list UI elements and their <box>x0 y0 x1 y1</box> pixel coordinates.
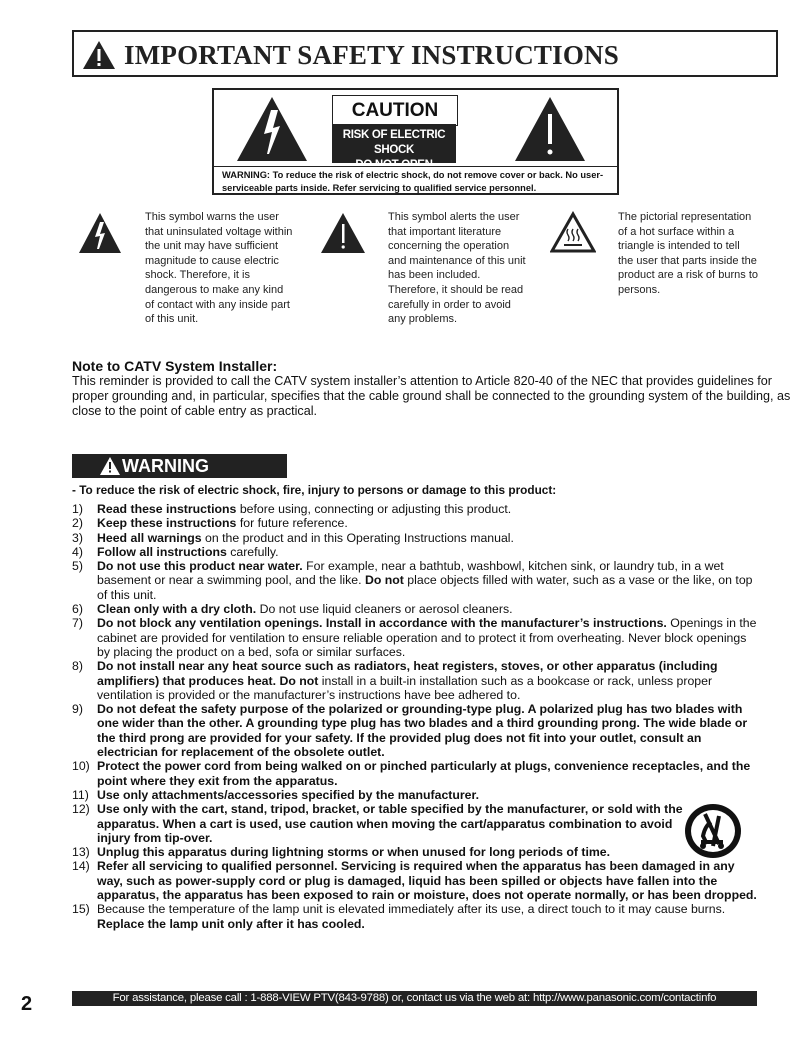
list-item <box>72 602 762 616</box>
list-item <box>72 616 762 659</box>
item-bold-text: Refer all servicing to qualified personnel. Servicing is required when the apparatus has been damaged in any way, such as power-supply cord or plug is damaged, liquid has been spilled or objects have fallen into the apparatus, the apparatus has been exposed to rain or moisture, does not operate normally, or has been dropped. <box>97 859 757 903</box>
item-bold-text: Unplug this apparatus during lightning storms or when unused for long periods of time. <box>97 845 611 860</box>
note-heading: Note to CATV System Installer: <box>72 358 278 374</box>
list-item <box>72 859 762 902</box>
item-number: 13) <box>72 845 90 860</box>
item-bold-text: Do not <box>364 573 404 588</box>
list-item <box>72 702 762 759</box>
list-item <box>72 516 762 530</box>
list-item <box>72 545 762 559</box>
hot-surface-triangle-icon <box>550 211 596 253</box>
item-number: 6) <box>72 602 83 617</box>
page-title: IMPORTANT SAFETY INSTRUCTIONS <box>124 40 619 70</box>
list-item <box>72 659 762 702</box>
item-text: Because the temperature of the lamp unit is elevated immediately after its use, a direct touch to it may cause burns. <box>97 902 726 917</box>
list-item <box>72 802 762 845</box>
warning-intro: - To reduce the risk of electric shock, fire, injury to persons or damage to this product: <box>72 483 557 497</box>
item-bold-text: Do not install near any heat source such as radiators, heat registers, stoves, or other apparatus (including amplifiers) that produces heat. Do not <box>97 659 718 688</box>
item-number: 2) <box>72 516 83 531</box>
item-bold-text: Use only with the cart, stand, tripod, bracket, or table specified by the manufacturer, or sold with the apparatus. When a cart is used, use caution when moving the cart/apparatus combination to avoid injury from tip-over. <box>97 802 683 845</box>
item-number: 14) <box>72 859 90 874</box>
list-item <box>72 502 762 516</box>
exclamation-triangle-icon <box>320 212 366 254</box>
lightning-triangle-icon <box>236 96 308 162</box>
title-banner <box>72 30 778 77</box>
warning-badge <box>72 454 287 478</box>
item-number: 15) <box>72 902 90 917</box>
list-item <box>72 902 762 931</box>
cart-tip-over-icon <box>683 802 743 860</box>
warning-triangle-icon <box>82 40 116 70</box>
item-bold-text: Follow all instructions <box>97 544 227 559</box>
caution-shock-notice <box>332 124 456 171</box>
symbol-description-shock: This symbol warns the user that uninsulated voltage within the unit may have sufficient magnitude to cause electric shock. Therefore, it is dangerous to make any kind of contact with any inside part of this unit. <box>145 211 293 326</box>
item-bold-text: Do not use this product near water. <box>97 559 303 574</box>
item-number: 12) <box>72 802 90 817</box>
item-number: 9) <box>72 702 83 717</box>
item-text: carefully. <box>226 544 279 559</box>
item-bold-text: Read these instructions <box>97 502 237 516</box>
warning-triangle-icon <box>100 457 120 475</box>
item-text: For example, near a bathtub, washbowl, kitchen sink, or laundry tub, in a wet basement or near a swimming pool, and the like. <box>97 559 724 588</box>
item-bold-text: Do not defeat the safety purpose of the polarized or grounding-type plug. A polarized plug has two blades with one wider than the other. A grounding type plug has two blades and a third grounding prong. The wide blade or the third prong are provided for your safety. If the provided plug does not fit into your outlet, consult an electrician for replacement of the obsolete outlet. <box>97 702 748 760</box>
page-number: 2 <box>21 993 33 1015</box>
warning-label: WARNING <box>122 456 209 476</box>
item-text: Openings in the cabinet are provided for ventilation to ensure reliable operation and to protect it from overheating. Never block openings by placing the product on a bed, sofa or similar surfaces. <box>97 616 757 659</box>
list-item <box>72 845 762 859</box>
item-text: before using, connecting or adjusting this product. <box>236 502 512 516</box>
item-text: install in a built-in installation such as a bookcase or rack, unless proper ventilation is provided or the manufacturer’s instructions have bee adhered to. <box>97 673 713 702</box>
item-bold-text: Keep these instructions <box>97 516 237 531</box>
item-bold-text: Replace the lamp unit only after it has cooled. <box>97 916 365 931</box>
item-number: 4) <box>72 544 83 559</box>
list-item <box>72 531 762 545</box>
item-number: 7) <box>72 616 83 631</box>
item-text: for future reference. <box>236 516 348 531</box>
item-bold-text: Protect the power cord from being walked on or pinched particularly at plugs, convenience receptacles, and the point where they exit from the apparatus. <box>97 759 751 788</box>
item-number: 8) <box>72 659 83 674</box>
item-text: on the product and in this Operating Instructions manual. <box>201 530 514 545</box>
caution-warning-text: WARNING: To reduce the risk of electric shock, do not remove cover or back. No user-serviceable parts inside. Refer servicing to qualified service personnel. <box>222 170 604 193</box>
lightning-triangle-icon <box>78 212 122 254</box>
list-item <box>72 759 762 788</box>
symbol-description-hot-surface: The pictorial representation of a hot surface within a triangle is intended to tell the user that parts inside the product are a risk of burns to persons. <box>618 211 759 296</box>
caution-heading: CAUTION <box>332 95 458 126</box>
symbol-description-literature: This symbol alerts the user that important literature concerning the operation and maintenance of this unit has been included. Therefore, it should be read carefully in order to avoid any problems. <box>388 211 526 326</box>
caution-line-2: DO NOT OPEN <box>355 159 433 171</box>
item-bold-text: Do not block any ventilation openings. Install in accordance with the manufacturer’s instructions. <box>97 616 667 631</box>
item-bold-text: Use only attachments/accessories specified by the manufacturer. <box>97 787 480 802</box>
item-number: 5) <box>72 559 83 574</box>
list-item <box>72 559 762 602</box>
item-bold-text: Clean only with a dry cloth. <box>97 602 257 617</box>
item-text: Do not use liquid cleaners or aerosol cleaners. <box>256 602 513 617</box>
divider <box>214 166 617 167</box>
list-item <box>72 788 762 802</box>
caution-label <box>212 88 619 195</box>
safety-instructions-list <box>72 502 762 931</box>
item-number: 10) <box>72 759 90 774</box>
item-number: 3) <box>72 530 83 545</box>
item-bold-text: Heed all warnings <box>97 530 202 545</box>
note-body: This reminder is provided to call the CATV system installer’s attention to Article 820-40 of the NEC that provides guidelines for proper grounding and, in particular, specifies that the cable ground shall be connected to the grounding system of the building, as close to the point of cable entry as practical. <box>72 374 791 418</box>
exclamation-triangle-icon <box>514 96 586 162</box>
caution-line-1: RISK OF ELECTRIC SHOCK <box>342 129 446 156</box>
item-number: 1) <box>72 502 83 516</box>
assistance-footer: For assistance, please call : 1-888-VIEW PTV(843-9788) or, contact us via the web at: http://www.panasonic.com/contactinfo <box>72 991 757 1006</box>
item-text: place objects filled with water, such as a vase or the like, on top of this unit. <box>97 573 753 602</box>
item-number: 11) <box>72 787 89 802</box>
